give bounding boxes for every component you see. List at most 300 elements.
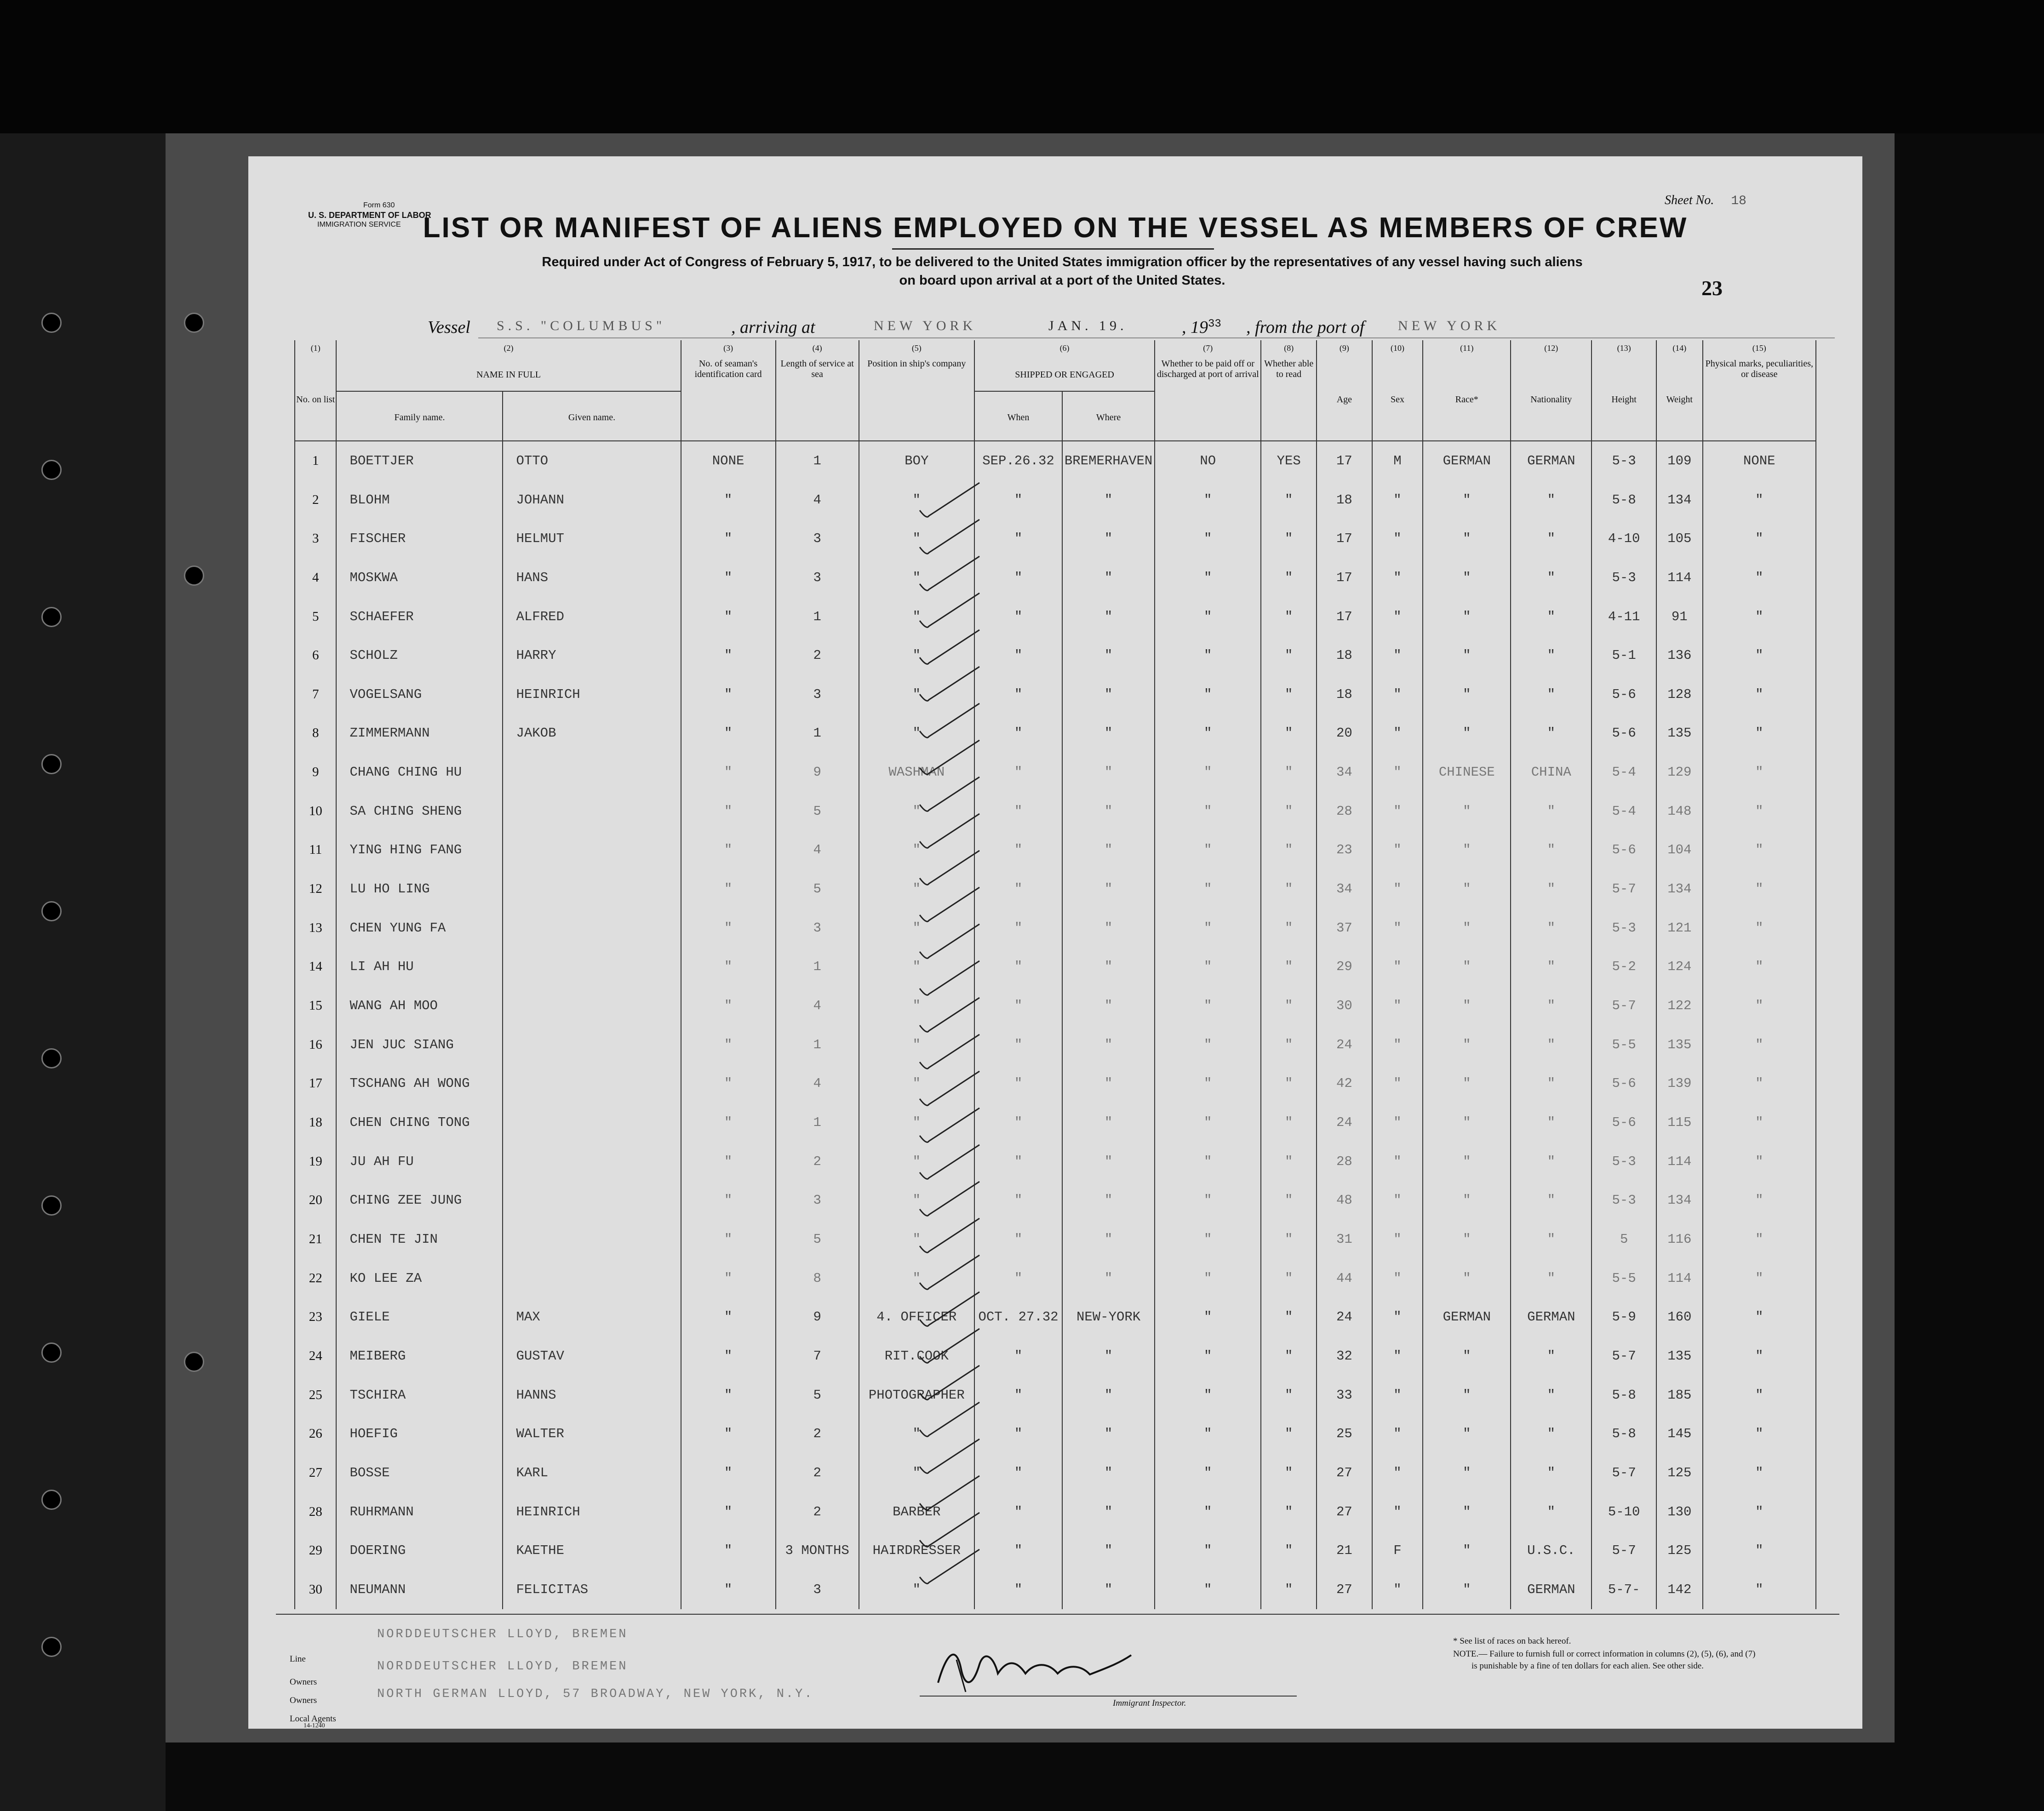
given-name-cell: [503, 869, 681, 908]
nationality-cell: GERMAN: [1511, 1570, 1592, 1609]
length-of-service-cell: 4: [776, 1064, 859, 1103]
header-race: Race*: [1423, 356, 1511, 441]
able-to-read-cell: ": [1261, 908, 1317, 948]
length-of-service-cell: 2: [776, 636, 859, 675]
shipped-where-cell: ": [1062, 675, 1155, 714]
paid-off-cell: ": [1155, 714, 1261, 753]
header-sex: Sex: [1372, 356, 1423, 441]
row-number-cell: 30: [295, 1570, 336, 1609]
header-able-to-read: Whether able to read: [1261, 356, 1317, 441]
check-mark: [920, 1292, 979, 1326]
height-cell: 5-4: [1592, 792, 1656, 831]
family-name-cell: BLOHM: [336, 480, 503, 520]
shipped-when-cell: OCT. 27.32: [974, 1298, 1062, 1337]
paid-off-cell: NO: [1155, 441, 1261, 480]
position-cell: ": [859, 831, 974, 870]
header-height: Height: [1592, 356, 1656, 441]
given-name-cell: [503, 831, 681, 870]
table-row: [295, 1414, 1816, 1453]
form-number: Form 630: [363, 201, 395, 209]
nationality-cell: ": [1511, 1337, 1592, 1376]
able-to-read-cell: ": [1261, 1453, 1317, 1492]
manifest-footer: [276, 1614, 1839, 1729]
column-numbers-row: [295, 340, 1816, 356]
family-name-cell: SA CHING SHENG: [336, 792, 503, 831]
family-name-cell: BOSSE: [336, 1453, 503, 1492]
check-mark: [920, 703, 979, 737]
paid-off-cell: ": [1155, 869, 1261, 908]
position-cell: BARBER: [859, 1492, 974, 1531]
seaman-card-cell: ": [681, 1570, 776, 1609]
paid-off-cell: ": [1155, 1025, 1261, 1064]
paid-off-cell: ": [1155, 519, 1261, 558]
row-number-cell: 12: [295, 869, 336, 908]
family-name-cell: JEN JUC SIANG: [336, 1025, 503, 1064]
family-name-cell: YING HING FANG: [336, 831, 503, 870]
family-name-cell: TSCHANG AH WONG: [336, 1064, 503, 1103]
able-to-read-cell: ": [1261, 1142, 1317, 1181]
paid-off-cell: ": [1155, 792, 1261, 831]
check-mark: [920, 887, 979, 921]
given-name-cell: HANS: [503, 558, 681, 597]
shipped-when-cell: ": [974, 1064, 1062, 1103]
shipped-when-cell: ": [974, 675, 1062, 714]
shipped-when-cell: ": [974, 1453, 1062, 1492]
height-cell: 5-3: [1592, 1181, 1656, 1220]
seaman-card-cell: ": [681, 558, 776, 597]
check-mark: [920, 1218, 979, 1252]
given-name-cell: HEINRICH: [503, 1492, 681, 1531]
paid-off-cell: ": [1155, 597, 1261, 636]
page-title: LIST OR MANIFEST OF ALIENS EMPLOYED ON THE VESSEL AS MEMBERS OF CREW: [423, 212, 1688, 244]
table-row: [295, 636, 1816, 675]
line-value: NORDDEUTSCHER LLOYD, BREMEN: [377, 1628, 628, 1641]
race-cell: ": [1423, 1337, 1511, 1376]
height-cell: 5-4: [1592, 753, 1656, 792]
race-cell: ": [1423, 831, 1511, 870]
position-cell: ": [859, 1103, 974, 1142]
nationality-cell: CHINA: [1511, 753, 1592, 792]
header-given-name: Given name.: [503, 391, 681, 441]
length-of-service-cell: 2: [776, 1492, 859, 1531]
year-label: [1182, 317, 1221, 337]
sex-cell: ": [1372, 480, 1423, 520]
weight-cell: 160: [1656, 1298, 1703, 1337]
seaman-card-cell: ": [681, 597, 776, 636]
able-to-read-cell: ": [1261, 986, 1317, 1025]
shipped-when-cell: ": [974, 792, 1062, 831]
nationality-cell: ": [1511, 1492, 1592, 1531]
age-cell: 44: [1317, 1259, 1372, 1298]
check-mark: [920, 1365, 979, 1400]
column-number: (7): [1155, 340, 1261, 356]
row-number-cell: 19: [295, 1142, 336, 1181]
arrival-date: JAN. 19.: [1048, 318, 1128, 333]
family-name-cell: KO LEE ZA: [336, 1259, 503, 1298]
race-cell: ": [1423, 1376, 1511, 1415]
age-cell: 24: [1317, 1025, 1372, 1064]
physical-marks-cell: ": [1703, 1025, 1816, 1064]
nationality-cell: ": [1511, 1181, 1592, 1220]
height-cell: 5-3: [1592, 558, 1656, 597]
check-mark: [920, 777, 979, 811]
film-edge-top: [0, 0, 2044, 133]
seaman-card-cell: ": [681, 948, 776, 987]
physical-marks-cell: ": [1703, 908, 1816, 948]
able-to-read-cell: ": [1261, 1220, 1317, 1259]
sex-cell: F: [1372, 1531, 1423, 1570]
given-name-cell: [503, 1025, 681, 1064]
manifest-table: [294, 340, 1816, 1609]
owners-value: NORDDEUTSCHER LLOYD, BREMEN: [377, 1660, 628, 1674]
header-shipped-engaged: SHIPPED OR ENGAGED: [974, 356, 1155, 391]
race-cell: GERMAN: [1423, 1298, 1511, 1337]
shipped-when-cell: ": [974, 1025, 1062, 1064]
shipped-where-cell: ": [1062, 869, 1155, 908]
age-cell: 25: [1317, 1414, 1372, 1453]
sex-cell: ": [1372, 1492, 1423, 1531]
given-name-cell: [503, 948, 681, 987]
check-mark: [920, 998, 979, 1032]
height-cell: 5-8: [1592, 480, 1656, 520]
able-to-read-cell: ": [1261, 1064, 1317, 1103]
family-name-cell: CHEN YUNG FA: [336, 908, 503, 948]
shipped-when-cell: ": [974, 597, 1062, 636]
height-cell: 5-7: [1592, 1531, 1656, 1570]
seaman-card-cell: ": [681, 519, 776, 558]
nationality-cell: ": [1511, 1453, 1592, 1492]
sex-cell: ": [1372, 908, 1423, 948]
age-cell: 28: [1317, 792, 1372, 831]
race-cell: ": [1423, 1025, 1511, 1064]
able-to-read-cell: ": [1261, 480, 1317, 520]
shipped-where-cell: ": [1062, 597, 1155, 636]
shipped-when-cell: ": [974, 1181, 1062, 1220]
weight-cell: 185: [1656, 1376, 1703, 1415]
race-cell: ": [1423, 558, 1511, 597]
length-of-service-cell: 7: [776, 1337, 859, 1376]
age-cell: 23: [1317, 831, 1372, 870]
nationality-cell: ": [1511, 831, 1592, 870]
length-of-service-cell: 3 MONTHS: [776, 1531, 859, 1570]
length-of-service-cell: 5: [776, 792, 859, 831]
owners-value-2: NORTH GERMAN LLOYD, 57 BROADWAY, NEW YORK, N.Y.: [377, 1687, 814, 1701]
header-position: Position in ship's company: [859, 356, 974, 441]
seaman-card-cell: ": [681, 869, 776, 908]
row-number-cell: 22: [295, 1259, 336, 1298]
family-name-cell: GIELE: [336, 1298, 503, 1337]
race-cell: ": [1423, 636, 1511, 675]
shipped-where-cell: ": [1062, 1220, 1155, 1259]
header-length-service: Length of service at sea: [776, 356, 859, 441]
shipped-where-cell: ": [1062, 1376, 1155, 1415]
nationality-cell: ": [1511, 519, 1592, 558]
length-of-service-cell: 9: [776, 753, 859, 792]
row-number-cell: 3: [295, 519, 336, 558]
check-mark: [920, 1071, 979, 1105]
family-name-cell: CHEN CHING TONG: [336, 1103, 503, 1142]
table-row: [295, 1376, 1816, 1415]
able-to-read-cell: YES: [1261, 441, 1317, 480]
age-cell: 17: [1317, 519, 1372, 558]
height-cell: 5-6: [1592, 1103, 1656, 1142]
column-number: (5): [859, 340, 974, 356]
weight-cell: 142: [1656, 1570, 1703, 1609]
manifest-sheet: [248, 156, 1862, 1729]
shipped-where-cell: NEW-YORK: [1062, 1298, 1155, 1337]
age-cell: 21: [1317, 1531, 1372, 1570]
race-cell: ": [1423, 1220, 1511, 1259]
family-name-cell: RUHRMANN: [336, 1492, 503, 1531]
column-number: (12): [1511, 340, 1592, 356]
family-name-cell: SCHOLZ: [336, 636, 503, 675]
nationality-cell: ": [1511, 1414, 1592, 1453]
given-name-cell: KARL: [503, 1453, 681, 1492]
height-cell: 5-7: [1592, 986, 1656, 1025]
able-to-read-cell: ": [1261, 597, 1317, 636]
nationality-cell: ": [1511, 1259, 1592, 1298]
physical-marks-cell: ": [1703, 636, 1816, 675]
race-cell: ": [1423, 1453, 1511, 1492]
position-cell: ": [859, 480, 974, 520]
row-number-cell: 7: [295, 675, 336, 714]
shipped-when-cell: ": [974, 519, 1062, 558]
weight-cell: 114: [1656, 1142, 1703, 1181]
film-edge-left: [0, 0, 166, 1811]
header-where: Where: [1062, 391, 1155, 441]
position-cell: BOY: [859, 441, 974, 480]
row-number-cell: 28: [295, 1492, 336, 1531]
able-to-read-cell: ": [1261, 1103, 1317, 1142]
punch-hole: [41, 1195, 62, 1216]
weight-cell: 134: [1656, 869, 1703, 908]
physical-marks-cell: ": [1703, 1570, 1816, 1609]
weight-cell: 116: [1656, 1220, 1703, 1259]
physical-marks-cell: ": [1703, 714, 1816, 753]
age-cell: 28: [1317, 1142, 1372, 1181]
table-row: [295, 597, 1816, 636]
able-to-read-cell: ": [1261, 792, 1317, 831]
position-cell: ": [859, 714, 974, 753]
check-mark: [920, 1402, 979, 1436]
physical-marks-cell: ": [1703, 1298, 1816, 1337]
weight-cell: 145: [1656, 1414, 1703, 1453]
height-cell: 5-6: [1592, 831, 1656, 870]
sex-cell: ": [1372, 1414, 1423, 1453]
given-name-cell: KAETHE: [503, 1531, 681, 1570]
physical-marks-cell: ": [1703, 558, 1816, 597]
height-cell: 5-8: [1592, 1414, 1656, 1453]
able-to-read-cell: ": [1261, 714, 1317, 753]
able-to-read-cell: ": [1261, 831, 1317, 870]
position-cell: ": [859, 986, 974, 1025]
position-cell: ": [859, 675, 974, 714]
age-cell: 34: [1317, 869, 1372, 908]
race-cell: ": [1423, 792, 1511, 831]
paid-off-cell: ": [1155, 1142, 1261, 1181]
column-number: (14): [1656, 340, 1703, 356]
given-name-cell: ALFRED: [503, 597, 681, 636]
shipped-when-cell: ": [974, 1492, 1062, 1531]
shipped-when-cell: ": [974, 1337, 1062, 1376]
family-name-cell: BOETTJER: [336, 441, 503, 480]
length-of-service-cell: 4: [776, 831, 859, 870]
weight-cell: 136: [1656, 636, 1703, 675]
able-to-read-cell: ": [1261, 1025, 1317, 1064]
sex-cell: ": [1372, 869, 1423, 908]
nationality-cell: U.S.C.: [1511, 1531, 1592, 1570]
sex-cell: ": [1372, 636, 1423, 675]
weight-cell: 125: [1656, 1531, 1703, 1570]
able-to-read-cell: ": [1261, 869, 1317, 908]
sex-cell: ": [1372, 1570, 1423, 1609]
physical-marks-cell: ": [1703, 1220, 1816, 1259]
family-name-cell: FISCHER: [336, 519, 503, 558]
check-marks: [910, 478, 984, 1591]
length-of-service-cell: 1: [776, 948, 859, 987]
height-cell: 5-3: [1592, 1142, 1656, 1181]
race-cell: ": [1423, 675, 1511, 714]
physical-marks-cell: ": [1703, 480, 1816, 520]
table-row: [295, 1025, 1816, 1064]
length-of-service-cell: 3: [776, 675, 859, 714]
punch-hole: [41, 901, 62, 921]
nationality-cell: ": [1511, 1103, 1592, 1142]
arriving-label: , arriving at: [731, 318, 815, 337]
position-cell: ": [859, 869, 974, 908]
given-name-cell: [503, 1064, 681, 1103]
row-number-cell: 20: [295, 1181, 336, 1220]
seaman-card-cell: ": [681, 1376, 776, 1415]
row-number-cell: 11: [295, 831, 336, 870]
height-cell: 5-6: [1592, 675, 1656, 714]
nationality-cell: ": [1511, 792, 1592, 831]
position-cell: HAIRDRESSER: [859, 1531, 974, 1570]
header-nationality: Nationality: [1511, 356, 1592, 441]
family-name-cell: CHEN TE JIN: [336, 1220, 503, 1259]
paid-off-cell: ": [1155, 1103, 1261, 1142]
form-code: 14-1240: [303, 1722, 325, 1729]
position-cell: ": [859, 636, 974, 675]
nationality-cell: GERMAN: [1511, 441, 1592, 480]
able-to-read-cell: ": [1261, 675, 1317, 714]
sex-cell: ": [1372, 1453, 1423, 1492]
row-number-cell: 1: [295, 441, 336, 480]
sex-cell: ": [1372, 753, 1423, 792]
given-name-cell: HELMUT: [503, 519, 681, 558]
length-of-service-cell: 3: [776, 1570, 859, 1609]
race-cell: ": [1423, 1181, 1511, 1220]
column-number: (13): [1592, 340, 1656, 356]
nationality-cell: ": [1511, 1064, 1592, 1103]
check-mark: [920, 961, 979, 995]
length-of-service-cell: 8: [776, 1259, 859, 1298]
family-name-cell: WANG AH MOO: [336, 986, 503, 1025]
row-number-cell: 24: [295, 1337, 336, 1376]
seaman-card-cell: ": [681, 1531, 776, 1570]
position-cell: PHOTOGRAPHER: [859, 1376, 974, 1415]
weight-cell: 124: [1656, 948, 1703, 987]
position-cell: ": [859, 1181, 974, 1220]
sheet-number-label: Sheet No.: [1665, 193, 1714, 207]
height-cell: 5-7: [1592, 1337, 1656, 1376]
nationality-cell: ": [1511, 986, 1592, 1025]
height-cell: 4-10: [1592, 519, 1656, 558]
seaman-card-cell: ": [681, 1492, 776, 1531]
weight-cell: 114: [1656, 558, 1703, 597]
age-cell: 24: [1317, 1298, 1372, 1337]
able-to-read-cell: ": [1261, 1337, 1317, 1376]
seaman-card-cell: ": [681, 480, 776, 520]
able-to-read-cell: ": [1261, 1492, 1317, 1531]
row-number-cell: 15: [295, 986, 336, 1025]
physical-marks-cell: ": [1703, 869, 1816, 908]
from-port-label: , from the port of: [1246, 318, 1365, 337]
height-cell: 5-3: [1592, 441, 1656, 480]
age-cell: 27: [1317, 1570, 1372, 1609]
header-family-name: Family name.: [336, 391, 503, 441]
check-mark: [920, 740, 979, 774]
check-mark: [920, 1145, 979, 1179]
seaman-card-cell: ": [681, 753, 776, 792]
sex-cell: ": [1372, 1259, 1423, 1298]
age-cell: 31: [1317, 1220, 1372, 1259]
given-name-cell: GUSTAV: [503, 1337, 681, 1376]
check-mark: [920, 851, 979, 885]
nationality-cell: ": [1511, 714, 1592, 753]
position-cell: ": [859, 1025, 974, 1064]
race-cell: ": [1423, 480, 1511, 520]
seaman-card-cell: ": [681, 714, 776, 753]
seaman-card-cell: ": [681, 1025, 776, 1064]
shipped-where-cell: ": [1062, 1453, 1155, 1492]
sex-cell: ": [1372, 948, 1423, 987]
family-name-cell: CHANG CHING HU: [336, 753, 503, 792]
physical-marks-cell: ": [1703, 1103, 1816, 1142]
owners-label-2: Owners: [290, 1696, 317, 1705]
length-of-service-cell: 2: [776, 1453, 859, 1492]
age-cell: 18: [1317, 480, 1372, 520]
shipped-where-cell: ": [1062, 480, 1155, 520]
column-number: (15): [1703, 340, 1816, 356]
sex-cell: ": [1372, 1298, 1423, 1337]
weight-cell: 122: [1656, 986, 1703, 1025]
table-row: [295, 986, 1816, 1025]
able-to-read-cell: ": [1261, 1570, 1317, 1609]
seaman-card-cell: ": [681, 1103, 776, 1142]
sex-cell: ": [1372, 1376, 1423, 1415]
sheet-number: [1665, 193, 1746, 208]
header-paid-off: Whether to be paid off or discharged at port of arrival: [1155, 356, 1261, 441]
physical-marks-cell: ": [1703, 1414, 1816, 1453]
age-cell: 29: [1317, 948, 1372, 987]
line-label: Line: [290, 1654, 306, 1664]
nationality-cell: ": [1511, 869, 1592, 908]
row-number-cell: 18: [295, 1103, 336, 1142]
shipped-where-cell: ": [1062, 1492, 1155, 1531]
length-of-service-cell: 3: [776, 519, 859, 558]
shipped-where-cell: ": [1062, 1064, 1155, 1103]
shipped-where-cell: ": [1062, 1531, 1155, 1570]
age-cell: 32: [1317, 1337, 1372, 1376]
given-name-cell: FELICITAS: [503, 1570, 681, 1609]
given-name-cell: OTTO: [503, 441, 681, 480]
seaman-card-cell: NONE: [681, 441, 776, 480]
row-number-cell: 4: [295, 558, 336, 597]
sex-cell: ": [1372, 675, 1423, 714]
check-mark: [920, 630, 979, 664]
row-number-cell: 14: [295, 948, 336, 987]
